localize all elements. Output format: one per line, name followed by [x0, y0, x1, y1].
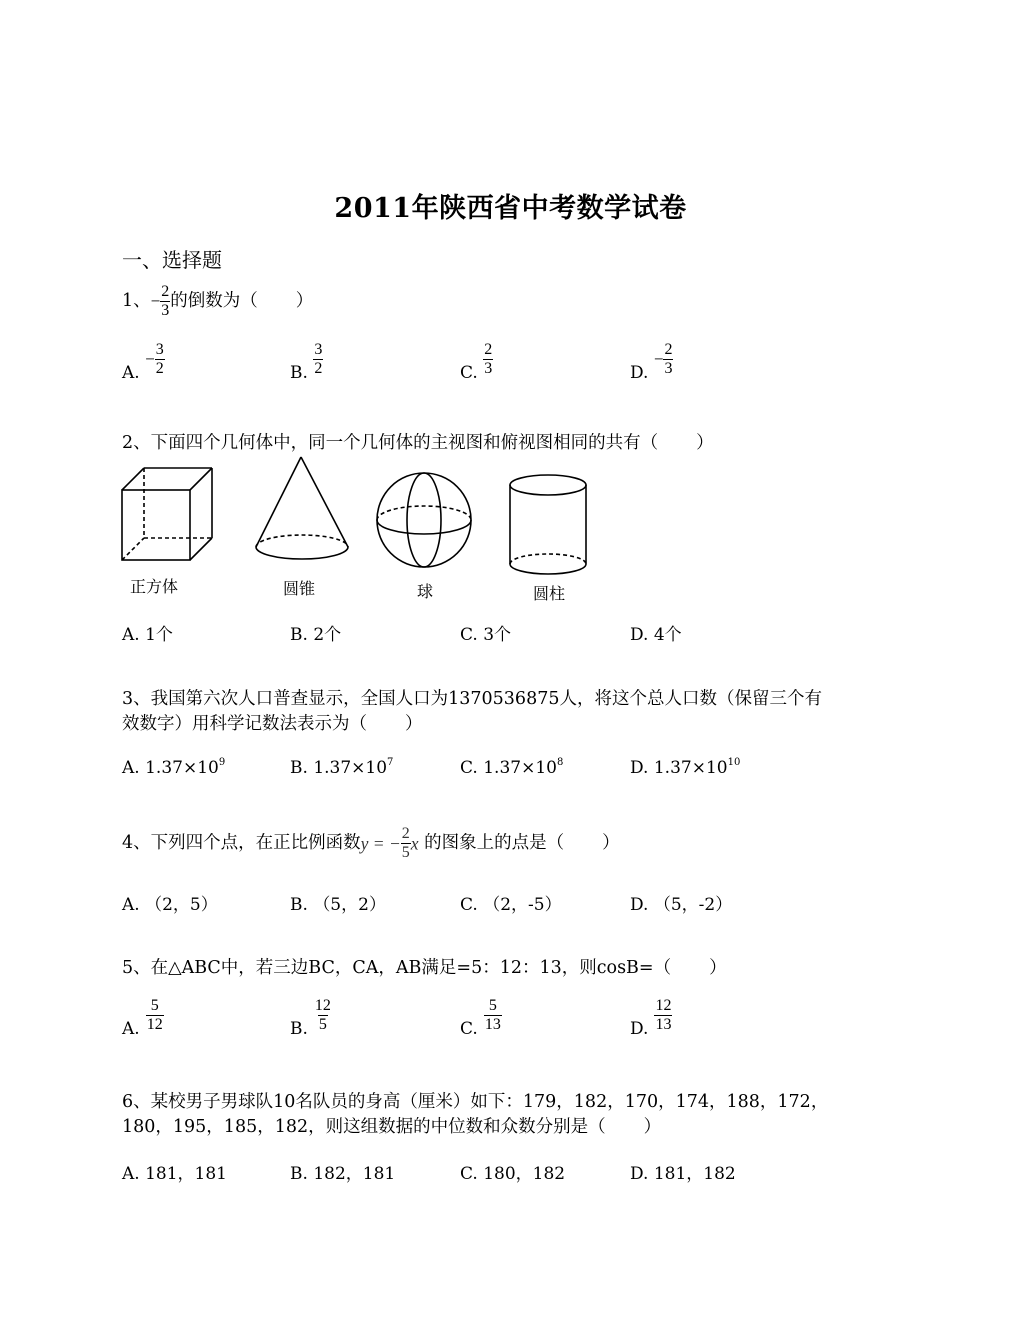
option-label: D. — [630, 1019, 649, 1039]
option-label: A. — [122, 758, 140, 778]
question-5-close: ） — [709, 958, 727, 978]
option-exponent: 8 — [556, 757, 564, 768]
option-label: B. — [290, 625, 308, 645]
fraction-numerator: 2 — [161, 283, 170, 300]
option-label: C. — [460, 1019, 478, 1039]
option-fraction — [314, 998, 332, 1033]
question-1-text: 的倒数为（ — [170, 291, 258, 311]
fraction-denominator: 5 — [318, 1016, 327, 1033]
option-exponent: 7 — [387, 757, 394, 768]
fraction-denominator: 5 — [401, 844, 410, 861]
option-label: B. — [290, 895, 308, 915]
option-label: C. — [460, 363, 478, 383]
fraction-numerator: 2 — [484, 341, 493, 358]
question-1-close: ） — [295, 291, 314, 311]
option-label: D. — [630, 363, 649, 383]
fraction-denominator: 2 — [155, 360, 164, 377]
fraction-numerator: 5 — [150, 997, 159, 1014]
cube-label: 正方体 — [130, 577, 179, 596]
option-fraction — [484, 998, 502, 1033]
question-1-prefix: 1、 — [122, 291, 151, 311]
option-label: C. — [460, 625, 478, 645]
option-text: 180，182 — [483, 1164, 566, 1184]
question-2-text: 2、下面四个几何体中，同一个几何体的主视图和俯视图相同的共有（ — [122, 433, 659, 453]
option-fraction — [155, 342, 165, 377]
option-text: （2，-5） — [483, 895, 562, 915]
option-text: 181，182 — [653, 1164, 736, 1184]
q4-option-a — [122, 890, 218, 915]
option-label: D. — [630, 1164, 649, 1184]
option-fraction — [654, 998, 672, 1033]
q6-option-c — [460, 1159, 565, 1184]
question-4-text-after: 的图象上的点是（ — [424, 833, 565, 853]
option-text: 4个 — [653, 625, 682, 645]
question-6-text: 180，195，185，182，则这组数据的中位数和众数分别是（ — [122, 1117, 606, 1137]
question-3-line-2 — [122, 711, 423, 737]
option-text: 3个 — [483, 625, 512, 645]
fraction-numerator: 12 — [314, 997, 331, 1014]
option-exponent: 10 — [727, 757, 741, 768]
q4-option-b — [290, 890, 386, 915]
q1-option-d — [630, 342, 673, 383]
q3-option-a — [122, 757, 225, 778]
option-text: （5，-2） — [653, 895, 733, 915]
fraction-numerator: 12 — [655, 997, 672, 1014]
option-label: D. — [630, 758, 649, 778]
option-fraction — [663, 342, 673, 377]
fraction-numerator: 2 — [664, 341, 673, 358]
fraction-denominator: 13 — [484, 1016, 501, 1033]
option-fraction — [483, 342, 493, 377]
option-label: D. — [630, 895, 649, 915]
option-text: 1个 — [145, 625, 173, 645]
option-sign: − — [653, 349, 664, 369]
option-text: （5，2） — [313, 895, 386, 915]
question-1 — [122, 284, 313, 319]
fraction-numerator: 2 — [401, 825, 410, 842]
question-1-fraction — [160, 284, 170, 319]
option-base: 1.37×10 — [313, 758, 388, 778]
q1-option-c — [460, 342, 493, 383]
sphere-label: 球 — [417, 582, 434, 601]
option-label: D. — [630, 625, 649, 645]
option-label: B. — [290, 1019, 308, 1039]
option-label: A. — [122, 1019, 140, 1039]
fraction-denominator: 13 — [655, 1016, 672, 1033]
q1-option-a — [122, 342, 165, 383]
q2-option-b — [290, 620, 341, 645]
q3-option-c — [460, 757, 563, 778]
fraction-denominator: 3 — [161, 302, 170, 319]
q6-option-a — [122, 1159, 227, 1184]
option-label: B. — [290, 1164, 308, 1184]
section-heading: 一、选择题 — [122, 248, 222, 272]
q2-option-c — [460, 620, 511, 645]
q5-option-c — [460, 998, 502, 1039]
fraction-numerator: 3 — [155, 341, 164, 358]
cone-figure — [256, 457, 348, 559]
question-4 — [122, 826, 620, 861]
function-lhs: y = − — [360, 833, 401, 854]
option-text: （2，5） — [145, 895, 218, 915]
option-exponent: 9 — [218, 757, 226, 768]
sphere-figure — [377, 473, 471, 567]
cylinder-label: 圆柱 — [533, 584, 566, 603]
question-5 — [122, 955, 727, 981]
option-label: A. — [122, 895, 140, 915]
q2-option-a — [122, 620, 173, 645]
option-label: B. — [290, 363, 308, 383]
question-6-line-1: 6、某校男子男球队10名队员的身高（厘米）如下：179，182，170，174，188，172， — [122, 1092, 829, 1112]
fraction-denominator: 3 — [664, 360, 673, 377]
option-label: C. — [460, 758, 478, 778]
cylinder-figure — [510, 475, 586, 574]
question-4-text: 4、下列四个点，在正比例函数 — [122, 833, 361, 853]
fraction-denominator: 2 — [314, 360, 323, 377]
q3-option-b — [290, 757, 393, 778]
option-text: 2个 — [313, 625, 342, 645]
q2-option-d — [630, 620, 682, 645]
option-text: 182，181 — [313, 1164, 396, 1184]
q4-option-d — [630, 890, 732, 915]
option-label: B. — [290, 758, 308, 778]
q5-option-b — [290, 998, 332, 1039]
fraction-denominator: 12 — [146, 1016, 163, 1033]
function-variable: x — [410, 833, 419, 854]
option-sign: − — [145, 349, 155, 369]
option-label: C. — [460, 895, 478, 915]
question-6-line-2 — [122, 1114, 661, 1140]
cube-figure — [122, 468, 212, 560]
question-3-text: 效数字）用科学记数法表示为（ — [122, 714, 367, 734]
q6-option-b — [290, 1159, 395, 1184]
option-label: A. — [122, 625, 140, 645]
q5-option-d — [630, 998, 672, 1039]
q6-option-d — [630, 1159, 736, 1184]
option-base: 1.37×10 — [145, 758, 219, 778]
option-fraction — [313, 342, 323, 377]
question-3-line-1: 3、我国第六次人口普查显示，全国人口为1370536875人，将这个总人口数（保留三个有 — [122, 689, 822, 709]
option-base: 1.37×10 — [653, 758, 728, 778]
option-base: 1.37×10 — [483, 758, 557, 778]
question-5-text: 5、在△ABC中，若三边BC，CA，AB满足=5：12：13，则cosB=（ — [122, 958, 672, 978]
question-2-close: ） — [696, 433, 714, 453]
q4-option-c — [460, 890, 562, 915]
question-1-sign: − — [150, 291, 161, 311]
q1-option-b — [290, 342, 323, 383]
option-text: 181，181 — [145, 1164, 227, 1184]
q5-option-a — [122, 998, 164, 1039]
question-6-close: ） — [643, 1117, 662, 1137]
question-4-close: ） — [602, 833, 620, 853]
page-title: 2011年陕西省中考数学试卷 — [334, 193, 687, 224]
option-label: C. — [460, 1164, 478, 1184]
fraction-numerator: 3 — [314, 341, 323, 358]
option-label: A. — [122, 1164, 140, 1184]
fraction-numerator: 5 — [488, 997, 497, 1014]
option-fraction — [146, 998, 164, 1033]
option-label: A. — [122, 363, 140, 383]
fraction-denominator: 3 — [484, 360, 493, 377]
q3-option-d — [630, 757, 740, 778]
cone-label: 圆锥 — [283, 579, 316, 598]
function-fraction — [401, 826, 411, 861]
question-3-close: ） — [405, 714, 423, 734]
